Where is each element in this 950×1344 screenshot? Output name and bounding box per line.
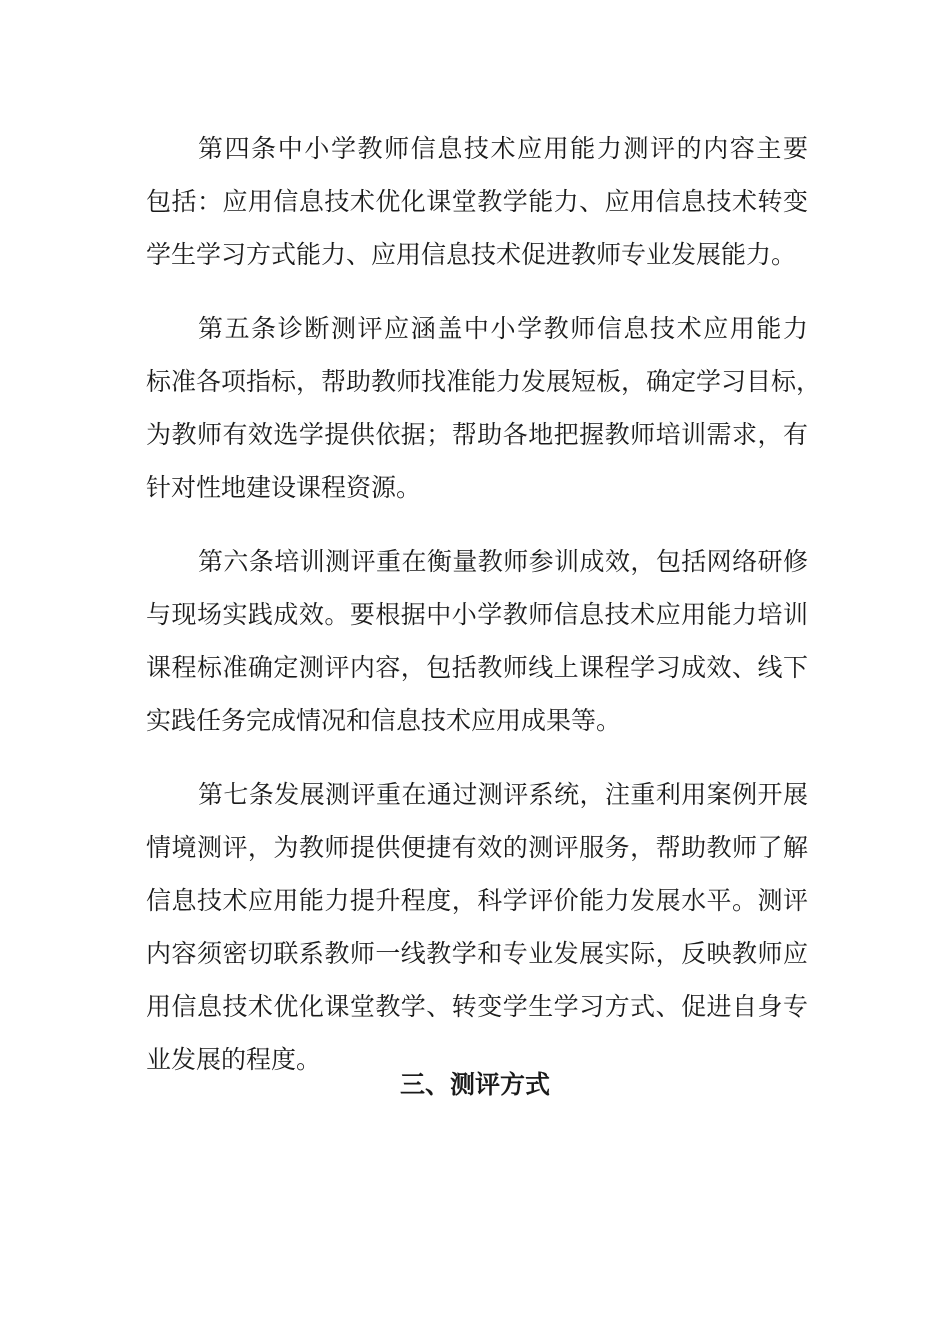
paragraph-line: 针对性地建设课程资源。 (146, 473, 422, 502)
paragraph-line: 信息技术应用能力提升程度，科学评价能力发展水平。测评 (146, 886, 808, 915)
paragraph-line: 第五条诊断测评应涵盖中小学教师信息技术应用能力 (198, 314, 808, 343)
paragraph-line: 课程标准确定测评内容，包括教师线上课程学习成效、线下 (146, 653, 808, 682)
paragraph-line: 第六条培训测评重在衡量教师参训成效，包括网络研修 (198, 547, 808, 576)
paragraph-line: 与现场实践成效。要根据中小学教师信息技术应用能力培训 (146, 600, 808, 629)
paragraph-line: 为教师有效选学提供依据；帮助各地把握教师培训需求，有 (146, 420, 808, 449)
paragraph-line: 情境测评，为教师提供便捷有效的测评服务，帮助教师了解 (146, 833, 808, 862)
article-6-paragraph (146, 535, 808, 747)
paragraph-line: 第四条中小学教师信息技术应用能力测评的内容主要 (198, 134, 808, 163)
paragraph-line: 学生学习方式能力、应用信息技术促进教师专业发展能力。 (146, 240, 797, 269)
article-4-paragraph (146, 122, 808, 281)
paragraph-line: 第七条发展测评重在通过测评系统，注重利用案例开展 (198, 780, 808, 809)
paragraph-line: 业发展的程度。 (146, 1045, 322, 1074)
paragraph-line: 内容须密切联系教师一线教学和专业发展实际，反映教师应 (146, 939, 808, 968)
article-5-paragraph (146, 302, 822, 514)
section-heading: 三、测评方式 (399, 1070, 550, 1099)
paragraph-line: 实践任务完成情况和信息技术应用成果等。 (146, 706, 622, 735)
paragraph-line: 标准各项指标，帮助教师找准能力发展短板，确定学习目标， (146, 367, 822, 396)
paragraph-line: 用信息技术优化课堂教学、转变学生学习方式、促进自身专 (146, 992, 808, 1021)
article-7-paragraph (146, 768, 808, 1086)
document-body (146, 122, 822, 1107)
paragraph-line: 包括：应用信息技术优化课堂教学能力、应用信息技术转变 (146, 187, 808, 216)
